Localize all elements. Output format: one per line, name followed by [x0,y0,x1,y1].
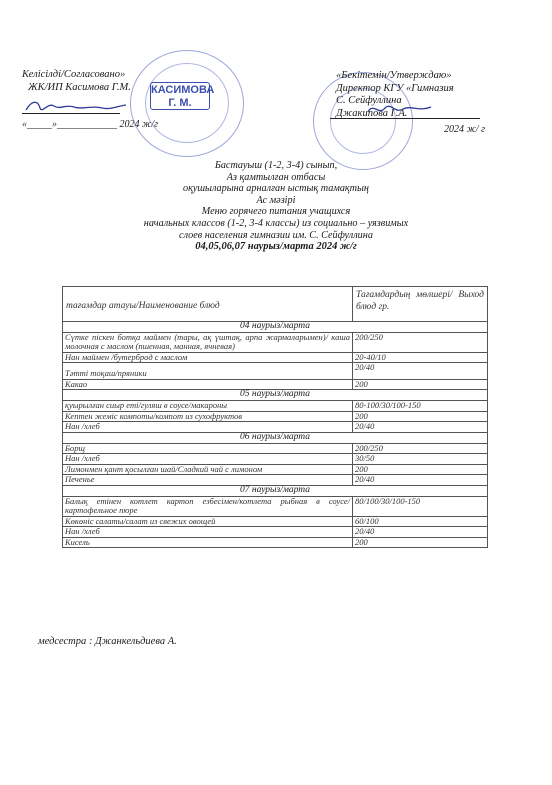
table-row [63,401,488,412]
dish-yield: 200/250 [353,443,488,454]
dish-yield: 30/50 [353,454,488,465]
header-yield: Тағамдардың мөлшері/ Выход блюд гр. [353,287,488,322]
dish-name: Тәтті тоқаш/пряники [63,363,353,380]
dish-yield: 200 [353,537,488,548]
dish-yield: 20-40/10 [353,352,488,363]
school-name: С. Сейфуллина [336,95,402,106]
day-header-row [63,432,488,443]
dish-name: Нан /хлеб [63,454,353,465]
dish-yield: 200 [353,379,488,390]
stamp-name: КАСИМОВА [151,84,215,96]
left-approval-block [22,68,131,94]
dish-yield: 200/250 [353,332,488,352]
table-row [63,464,488,475]
day-label: 05 наурыз/марта [63,390,488,401]
table-row [63,527,488,538]
day-header-row [63,321,488,332]
dish-name: Какао [63,379,353,390]
dish-yield: 20/40 [353,475,488,486]
dish-yield: 20/40 [353,422,488,433]
day-label: 04 наурыз/марта [63,321,488,332]
dish-name: Борщ [63,443,353,454]
dish-name: Кисель [63,537,353,548]
table-row [63,516,488,527]
table-row [63,379,488,390]
dish-yield: 80/100/30/100-150 [353,496,488,516]
table-header-row [63,287,488,322]
table-row [63,454,488,465]
name-stamp [150,82,215,110]
dish-name: Балық етінен котлет картоп езбесімен/котлета рыбная в соусе/картофельное пюре [63,496,353,516]
agreed-person: ЖК/ИП Касимова Г.М. [28,82,131,93]
director-name: Джакипова Г.А. [336,107,408,119]
table-row [63,363,488,380]
dish-name: Лимонмен қант қосылған шай/Сладкий чай с лимоном [63,464,353,475]
table-row [63,422,488,433]
day-label: 07 наурыз/марта [63,485,488,496]
dish-name: Нан маймен /бутерброд с маслом [63,352,353,363]
heading-line-4: Ас мәзірі [256,194,296,206]
dish-name: Нан /хлеб [63,422,353,433]
day-label: 06 наурыз/марта [63,432,488,443]
table-row [63,352,488,363]
heading-line-1: Бастауыш (1-2, 3-4) сынып, [214,160,338,171]
dish-yield: 20/40 [353,363,488,380]
nurse-signature: медсестра : Джанкельдиева А. [38,636,177,647]
day-header-row [63,390,488,401]
table-row [63,443,488,454]
dish-yield: 20/40 [353,527,488,538]
approve-label: «Бекітемін/Утверждаю» [336,70,452,81]
heading-line-6: начальных классов (1-2, 3-4 классы) из социально – уязвимых [143,217,409,229]
agreed-label: Келісілді/Согласовано» [22,69,126,80]
dish-name: Нан /хлеб [63,527,353,538]
left-date: «_____»____________ 2024 ж/г [22,119,158,130]
dish-yield: 200 [353,411,488,422]
menu-table [62,286,488,548]
left-signature-line [22,113,120,114]
director-line: Директор КГУ «Гимназия [336,82,454,94]
table-row [63,537,488,548]
stamp-initials: Г. М. [168,97,192,109]
heading-line-7: слоев населения гимназии им. С. Сейфуллина [179,229,373,241]
table-row [63,475,488,486]
table-row [63,496,488,516]
header-dish-name: тағамдар атауы/Наименование блюд [63,287,353,322]
right-signature [365,100,435,120]
table-row [63,332,488,352]
dish-name: Сүтке піскен ботқа маймен (тары, ақ үштақ, арпа жармаларымен)/ каша молочная с маслом (пшенная, манная, ячневая) [63,332,353,352]
heading-line-3: оқушыларына арналған ыстық тамақтың [182,183,369,195]
dish-name: Печенье [63,475,353,486]
day-header-row [63,485,488,496]
dish-name: қуырылған сиыр еті/гуляш в соусе/макароны [63,401,353,412]
left-signature [22,96,132,118]
dish-yield: 60/100 [353,516,488,527]
right-date: 2024 ж/ г [444,124,485,135]
document-heading [0,160,552,253]
dish-name: Көкөніс салаты/салат из свежих овощей [63,516,353,527]
dish-yield: 200 [353,464,488,475]
heading-dates: 04,05,06,07 наурыз/марта 2024 ж/г [195,241,357,253]
dish-yield: 80-100/30/100-150 [353,401,488,412]
heading-line-5: Меню горячего питания учащихся [201,206,351,218]
dish-name: Кептен жеміс компоты/компот из сухофруктов [63,411,353,422]
table-row [63,411,488,422]
heading-line-2: Аз қамтылған отбасы [226,171,326,183]
right-signature-line [330,118,480,119]
